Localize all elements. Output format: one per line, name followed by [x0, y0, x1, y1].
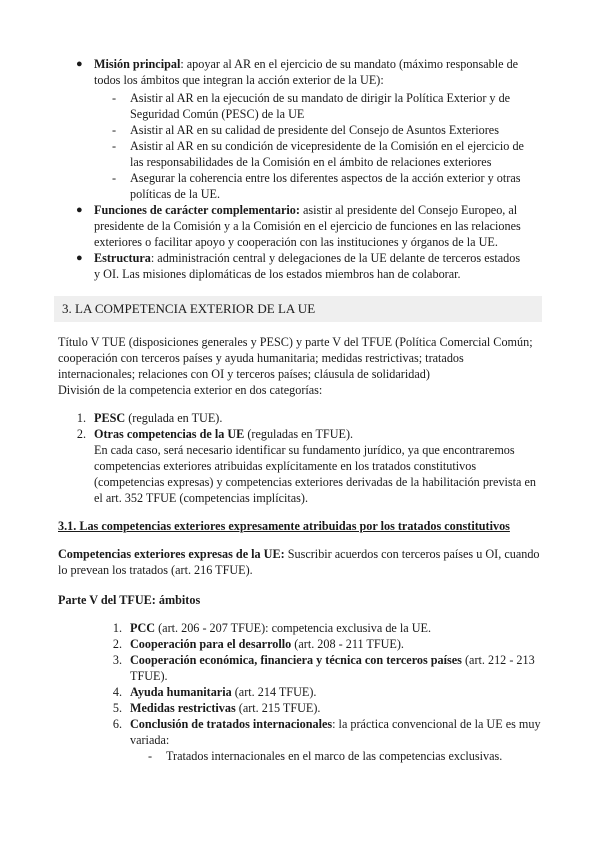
part-v-title	[58, 592, 543, 608]
area6-subitem: Tratados internacionales en el marco de las competencias exclusivas.	[166, 749, 503, 763]
bullet-text: : apoyar al AR en el ejercicio de su mandato (máximo responsable de todos los ámbitos que integran la acción exterior de la UE):	[94, 57, 519, 87]
subitem: Asistir al AR en su condición de vicepresidente de la Comisión en el ejercicio de las responsabilidades de la Comisión en el ámbito de relaciones exteriores	[130, 139, 524, 169]
dash-icon: -	[112, 171, 117, 185]
list-number: 1.	[112, 621, 122, 635]
dash-icon: -	[148, 749, 153, 763]
bullet-icon: ●	[76, 204, 83, 216]
list-number: 6.	[112, 717, 122, 731]
list-number: 4.	[112, 685, 122, 699]
area-label: PCC	[130, 621, 156, 635]
list-number: 1.	[76, 411, 86, 425]
area-label: Conclusión de tratados internacionales	[130, 717, 333, 731]
area-text: : la práctica convencional de la UE es muy variada:	[130, 717, 541, 747]
intro-paragraph: Título V TUE (disposiciones generales y PESC) y parte V del TFUE (Política Comercial Común; cooperación con terceros países y ayuda humanitaria; medidas restrictivas; tratados internacionales; relaciones con OI y terceros países; cláusula de solidaridad)	[58, 335, 533, 381]
area-text: (art. 212 - 213 TFUE).	[130, 653, 535, 683]
section-title: 3. LA COMPETENCIA EXTERIOR DE LA UE	[62, 301, 316, 316]
area-label: Medidas restrictivas	[130, 701, 236, 715]
bullet-label: Estructura	[94, 251, 151, 265]
express-paragraph	[58, 546, 543, 578]
bullet-icon: ●	[76, 252, 83, 264]
bullet-funciones	[94, 202, 524, 250]
subitem: Asistir al AR en la ejecución de su mandato de dirigir la Política Exterior y de Seguridad Común (PESC) de la UE	[130, 91, 511, 121]
list-number: 2.	[112, 637, 122, 651]
category-text: (regulada en TUE).	[125, 411, 223, 425]
bullet-text: : administración central y delegaciones de la UE delante de terceros estados y OI. Las misiones diplomáticas de los estados miembros han de colaborar.	[94, 251, 521, 281]
division-paragraph: División de la competencia exterior en dos categorías:	[58, 383, 323, 397]
list-number: 3.	[112, 653, 122, 667]
area-item	[130, 652, 542, 684]
area-text: (art. 206 - 207 TFUE): competencia exclusiva de la UE.	[155, 621, 432, 635]
express-label: Competencias exteriores expresas de la UE:	[58, 547, 285, 561]
area-item	[130, 716, 542, 748]
area-item	[130, 700, 542, 716]
bullet-mision-principal	[94, 56, 524, 88]
subsection-title: 3.1. Las competencias exteriores expresamente atribuidas por los tratados constitutivos	[58, 519, 510, 533]
express-text: Suscribir acuerdos con terceros países u OI, cuando lo prevean los tratados (art. 216 TFUE).	[58, 547, 540, 577]
area-label: Ayuda humanitaria	[130, 685, 232, 699]
bullet-icon: ●	[76, 58, 83, 70]
category-text: (reguladas en TFUE).	[244, 427, 354, 441]
area-item	[130, 636, 542, 652]
category-item	[94, 410, 534, 426]
area-label: Cooperación para el desarrollo	[130, 637, 292, 651]
subitem: Asegurar la coherencia entre los diferentes aspectos de la acción exterior y otras políticas de la UE.	[130, 171, 521, 201]
dash-icon: -	[112, 123, 117, 137]
bullet-estructura	[94, 250, 524, 282]
categories-note: En cada caso, será necesario identificar su fundamento jurídico, ya que encontraremos competencias exteriores atribuidas explícitamente en los tratados constitutivos (competencias expresas) y competencias exteriores derivadas de la habilitación prevista en el art. 352 TFUE (competencias implícitas).	[94, 443, 536, 505]
category-item	[94, 426, 534, 442]
bullet-label: Funciones de carácter complementario:	[94, 203, 300, 217]
area-item	[130, 620, 542, 636]
bullet-text: asistir al presidente del Consejo Europeo, al presidente de la Comisión y a la Comisión en el ejercicio de funciones en las relaciones exteriores o facilitar apoyo y cooperación con las instituciones y órganos de la UE.	[94, 203, 521, 249]
part-v-title-text: Parte V del TFUE: ámbitos	[58, 593, 201, 607]
list-number: 2.	[76, 427, 86, 441]
category-label: Otras competencias de la UE	[94, 427, 245, 441]
dash-icon: -	[112, 91, 117, 105]
area-text: (art. 214 TFUE).	[231, 685, 317, 699]
list-number: 5.	[112, 701, 122, 715]
dash-icon: -	[112, 139, 117, 153]
area-label: Cooperación económica, financiera y técnica con terceros países	[130, 653, 462, 667]
bullet-label: Misión principal	[94, 57, 181, 71]
area-text: (art. 215 TFUE).	[235, 701, 321, 715]
subitem: Asistir al AR en su calidad de presidente del Consejo de Asuntos Exteriores	[130, 123, 499, 137]
category-label: PESC	[94, 411, 126, 425]
area-item	[130, 684, 542, 700]
area-text: (art. 208 - 211 TFUE).	[291, 637, 404, 651]
